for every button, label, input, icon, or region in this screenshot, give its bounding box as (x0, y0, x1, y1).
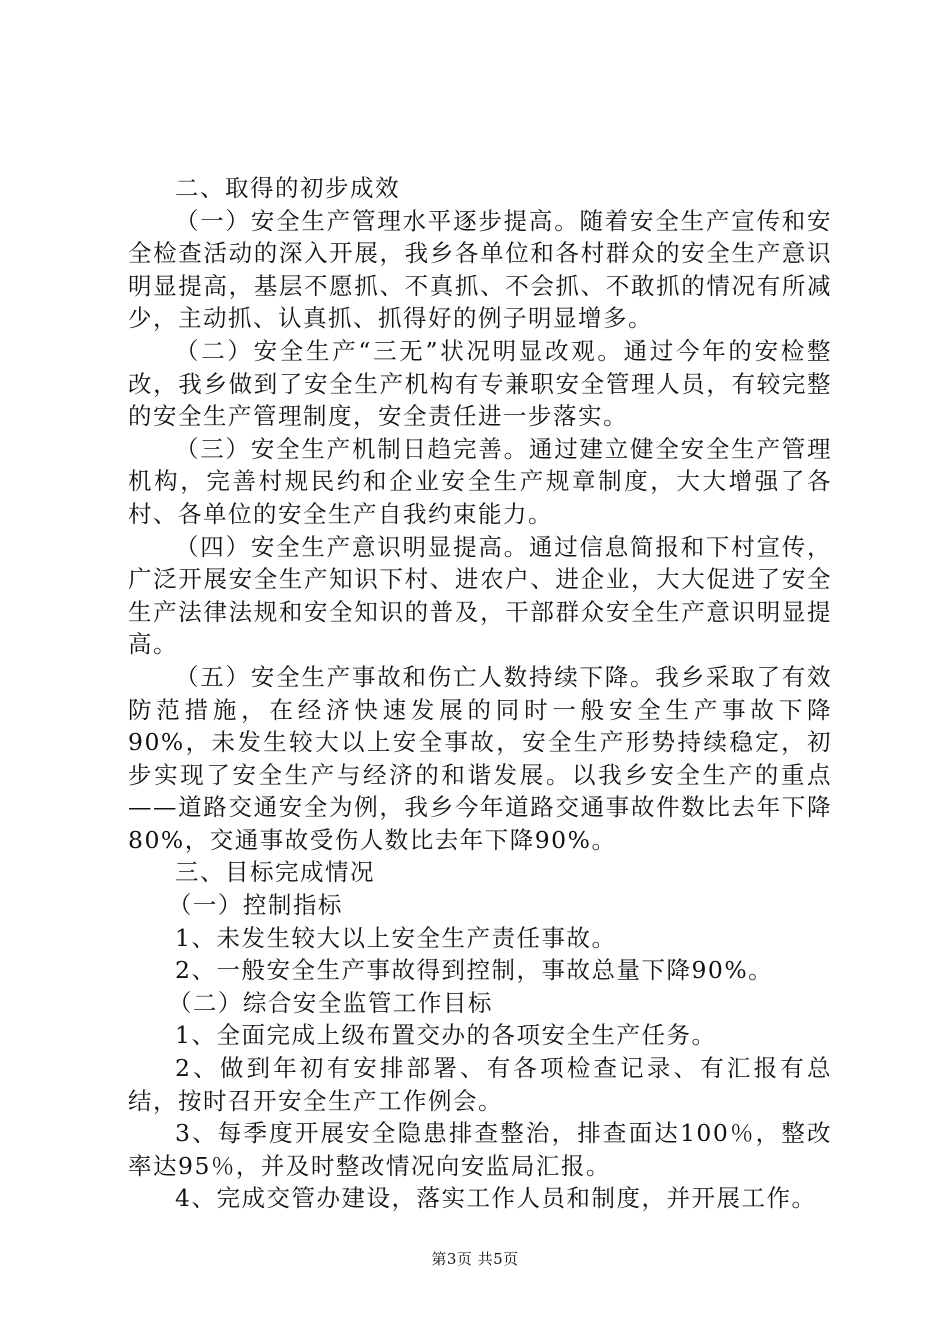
paragraph-safety-awareness: （四）安全生产意识明显提高。通过信息简报和下村宣传，广泛开展安全生产知识下村、进农户、进企业，大大促进了安全生产法律法规和安全知识的普及，干部群众安全生产意识明显提高。 (128, 532, 832, 659)
paragraph-accident-decline: （五）安全生产事故和伤亡人数持续下降。我乡采取了有效防范措施，在经济快速发展的同时一般安全生产事故下降90%，未发生较大以上安全事故，安全生产形势持续稳定，初步实现了安全生产与经济的和谐发展。以我乡安全生产的重点——道路交通安全为例，我乡今年道路交通事故件数比去年下降80%，交通事故受伤人数比去年下降90%。 (128, 662, 832, 854)
list-item-goal-3: 3、每季度开展安全隐患排查整治，排查面达100％，整改率达95％，并及时整改情况向安监局汇报。 (128, 1119, 832, 1180)
list-item-goal-1: 1、全面完成上级布置交办的各项安全生产任务。 (175, 1021, 717, 1050)
paragraph-management-level: （一）安全生产管理水平逐步提高。随着安全生产宣传和安全检查活动的深入开展，我乡各单位和各村群众的安全生产意识明显提高，基层不愿抓、不真抓、不会抓、不敢抓的情况有所减少，主动抓、认真抓、抓得好的例子明显增多。 (128, 206, 832, 333)
section-heading-targets: 三、目标完成情况 (175, 858, 375, 887)
page-number: 第3页 共5页 (431, 1250, 519, 1268)
list-item-control-1: 1、未发生较大以上安全生产责任事故。 (175, 923, 617, 952)
list-item-goal-2: 2、做到年初有安排部署、有各项检查记录、有汇报有总结，按时召开安全生产工作例会。 (128, 1054, 832, 1115)
section-heading-achievements: 二、取得的初步成效 (175, 174, 400, 202)
document-body (128, 172, 832, 1215)
subheading-control-indicators: （一）控制指标 (167, 891, 343, 920)
list-item-control-2: 2、一般安全生产事故得到控制，事故总量下降90%。 (175, 956, 774, 985)
paragraph-three-none-status: （二）安全生产“三无”状况明显改观。通过今年的安检整改，我乡做到了安全生产机构有专兼职安全管理人员，有较完整的安全生产管理制度，安全责任进一步落实。 (128, 336, 832, 431)
list-item-goal-4: 4、完成交管办建设，落实工作人员和制度，并开展工作。 (175, 1184, 817, 1213)
subheading-supervision-goals: （二）综合安全监管工作目标 (167, 988, 493, 1017)
paragraph-mechanism: （三）安全生产机制日趋完善。通过建立健全安全生产管理机构，完善村规民约和企业安全生产规章制度，大大增强了各村、各单位的安全生产自我约束能力。 (128, 434, 832, 528)
